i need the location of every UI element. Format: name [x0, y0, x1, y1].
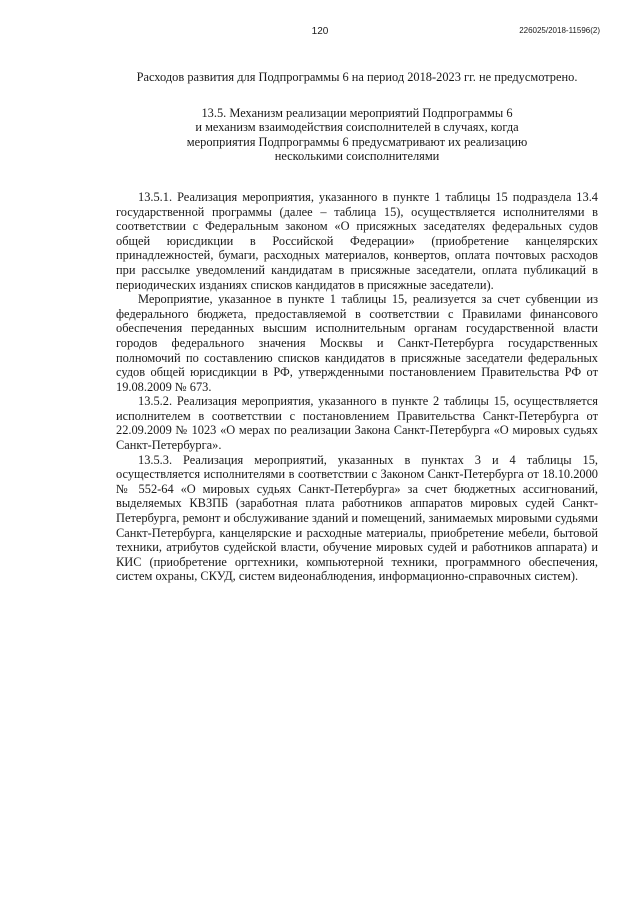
paragraph-13-5-2: 13.5.2. Реализация мероприятия, указанного в пункте 2 таблицы 15, осуществляется исполнителем в соответствии с постановлением Правительства Санкт-Петербурга от 22.09.2009 № 1023 «О мерах по реализации Закона Санкт-Петербурга «О мировых судьях Санкт-Петербурга». — [116, 394, 598, 453]
section-heading-line: 13.5. Механизм реализации мероприятий Подпрограммы 6 — [201, 105, 513, 120]
paragraph-13-5-3: 13.5.3. Реализация мероприятий, указанных в пунктах 3 и 4 таблицы 15, осуществляется исполнителями в соответствии с Законом Санкт-Петербурга от 18.10.2000 № 552-64 «О мировых судьях Санкт-Петербурга» за счет бюджетных ассигнований, выделяемых КВЗПБ (заработная плата работников аппаратов мировых судей Санкт-Петербурга, ремонт и обслуживание зданий и помещений, занимаемых мировыми судьями Санкт-Петербурга, канцелярские и расходные материалы, приобретение мебели, бытовой техники, атрибутов судейской власти, обучение мировых судей и работников аппарата) и КИС (приобретение оргтехники, компьютерной техники, программного обеспечения, систем охраны, СКУД, систем видеонаблюдения, информационно-справочных систем). — [116, 452, 598, 584]
document-id: 226025/2018-11596(2) — [519, 26, 600, 35]
section-heading-line: и механизм взаимодействия соисполнителей в случаях, когда — [195, 120, 519, 135]
paragraph-activity-funding: Мероприятие, указанное в пункте 1 таблицы 15, реализуется за счет субвенции из федерального бюджета, предоставляемой в соответствии с Правилами финансового обеспечения переданных высшим исполнительным органам государственной власти городов федерального значения Москвы и Санкт-Петербурга государственных полномочий по составлению списков кандидатов в присяжные заседатели федеральных судов общей юрисдикции в РФ, утвержденными постановлением Правительства РФ от 19.08.2009 № 673. — [116, 292, 598, 394]
section-heading — [116, 106, 598, 164]
intro-line: Расходов развития для Подпрограммы 6 на период 2018-2023 гг. не предусмотрено. — [136, 70, 578, 84]
paragraph-13-5-1: 13.5.1. Реализация мероприятия, указанного в пункте 1 таблицы 15 подраздела 13.4 государственной программы (далее – таблица 15), осуществляется исполнителями в соответствии с Федеральным законом «О присяжных заседателях федеральных судов общей юрисдикции в Российской Федерации» (приобретение канцелярских принадлежностей, бумаги, расходных материалов, конвертов, оплата почтовых расходов при рассылке уведомлений кандидатам в присяжные заседатели, оплата публикаций в периодических изданиях списков кандидатов в присяжные заседатели). — [116, 189, 598, 292]
section-heading-line: несколькими соисполнителями — [274, 149, 440, 164]
document-body — [116, 70, 598, 584]
section-heading-line: мероприятия Подпрограммы 6 предусматривают их реализацию — [186, 134, 528, 149]
page-number: 120 — [311, 26, 329, 37]
